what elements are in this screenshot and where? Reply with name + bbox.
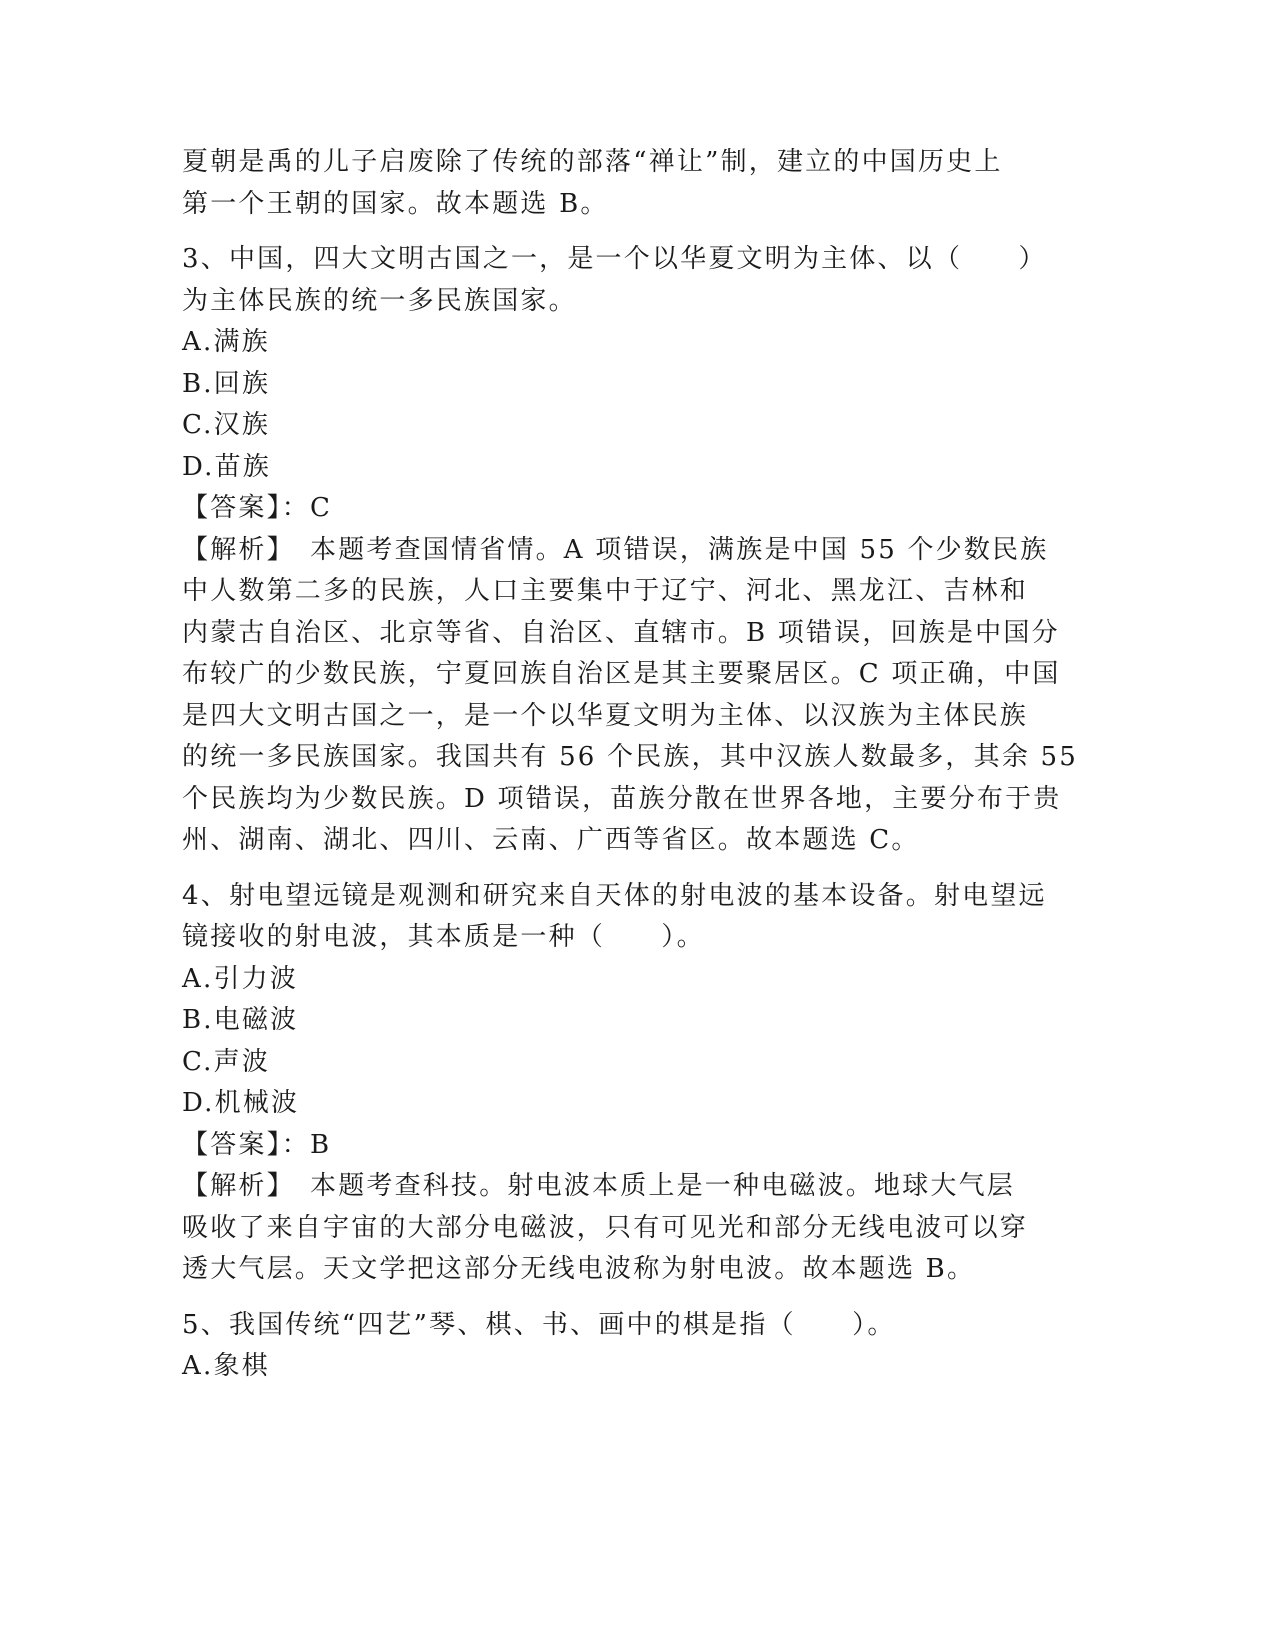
question-3 <box>182 239 1082 862</box>
explanation-line: 【解析】 本题考查科技。射电波本质上是一种电磁波。地球大气层 <box>182 1171 1016 1201</box>
explanation-line: 第一个王朝的国家。故本题选 B。 <box>182 188 609 219</box>
option-a: A.满族 <box>182 327 270 357</box>
explanation-line: 布较广的少数民族，宁夏回族自治区是其主要聚居区。C 项正确，中国 <box>182 659 1061 689</box>
explanation-line: 透大气层。天文学把这部分无线电波称为射电波。故本题选 B。 <box>182 1254 976 1284</box>
paragraph-gap <box>182 862 1082 876</box>
option-c: C.汉族 <box>182 410 271 440</box>
option-b: B.回族 <box>182 368 271 399</box>
option-b: B.电磁波 <box>182 1005 299 1035</box>
page-content <box>182 142 1082 1388</box>
explanation-line: 是四大文明古国之一，是一个以华夏文明为主体、以汉族为主体民族 <box>182 700 1029 731</box>
explanation-line: 个民族均为少数民族。D 项错误，苗族分散在世界各地，主要分布于贵 <box>182 783 1062 814</box>
paragraph-gap <box>182 1291 1082 1305</box>
question-stem: 5、我国传统“四艺”琴、棋、书、画中的棋是指（ ）。 <box>182 1309 896 1340</box>
question-stem: 镜接收的射电波，其本质是一种（ ）。 <box>182 922 705 952</box>
explanation-line: 的统一多民族国家。我国共有 56 个民族，其中汉族人数最多，其余 55 <box>182 742 1078 772</box>
explanation-line: 中人数第二多的民族，人口主要集中于辽宁、河北、黑龙江、吉林和 <box>182 576 1029 606</box>
question-stem: 为主体民族的统一多民族国家。 <box>182 285 577 316</box>
explanation-line: 内蒙古自治区、北京等省、自治区、直辖市。B 项错误，回族是中国分 <box>182 617 1060 648</box>
option-a: A.象棋 <box>182 1351 270 1381</box>
answer-line: 【答案】：B <box>182 1129 332 1160</box>
question-4 <box>182 876 1082 1291</box>
explanation-line: 【解析】 本题考查国情省情。A 项错误，满族是中国 55 个少数民族 <box>182 534 1049 565</box>
option-a: A.引力波 <box>182 963 299 994</box>
question-stem: 3、中国，四大文明古国之一，是一个以华夏文明为主体、以（ ） <box>182 244 1047 274</box>
option-d: D.机械波 <box>182 1088 300 1118</box>
question-5 <box>182 1305 1082 1388</box>
option-c: C.声波 <box>182 1046 271 1077</box>
option-d: D.苗族 <box>182 451 271 482</box>
explanation-line: 州、湖南、湖北、四川、云南、广西等省区。故本题选 C。 <box>182 825 920 855</box>
answer-line: 【答案】：C <box>182 493 333 523</box>
paragraph-gap <box>182 225 1082 239</box>
prev-explanation <box>182 142 1082 225</box>
question-stem: 4、射电望远镜是观测和研究来自天体的射电波的基本设备。射电望远 <box>182 880 1047 911</box>
explanation-line: 吸收了来自宇宙的大部分电磁波，只有可见光和部分无线电波可以穿 <box>182 1212 1029 1243</box>
explanation-line: 夏朝是禹的儿子启废除了传统的部落“禅让”制，建立的中国历史上 <box>182 147 1003 177</box>
